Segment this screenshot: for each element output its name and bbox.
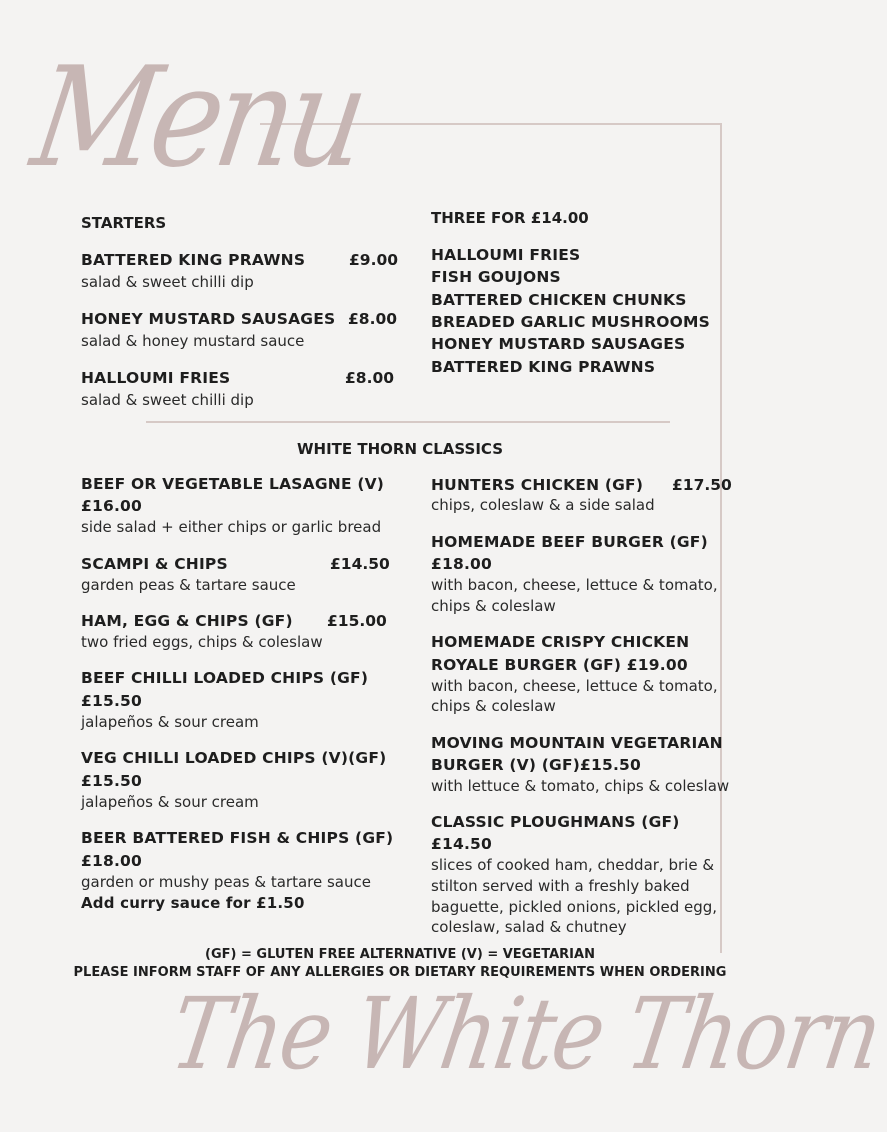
classic-description: chips & coleslaw (431, 697, 556, 715)
classic-description: jalapeños & sour cream (81, 713, 259, 731)
classic-price: £18.00 (81, 852, 143, 870)
classic-description: chips, coleslaw & a side salad (431, 496, 655, 514)
classic-description: stilton served with a freshly baked (431, 877, 690, 895)
classic-name: ROYALE BURGER (GF) £19.00 (431, 656, 688, 674)
classic-name: VEG CHILLI LOADED CHIPS (V)(GF) (81, 749, 387, 767)
classic-description: with bacon, cheese, lettuce & tomato, (431, 576, 718, 594)
classic-name: CLASSIC PLOUGHMANS (GF) (431, 813, 680, 831)
classic-name: HOMEMADE CRISPY CHICKEN (431, 633, 690, 651)
three-for-item: BATTERED KING PRAWNS (431, 358, 656, 376)
classic-price: £14.50 (330, 555, 390, 573)
three-for-item: BATTERED CHICKEN CHUNKS (431, 291, 687, 309)
classic-name: BURGER (V) (GF)£15.50 (431, 756, 642, 774)
classic-price: £17.50 (672, 476, 732, 494)
classic-description: garden or mushy peas & tartare sauce (81, 873, 371, 891)
three-for-heading: THREE FOR £14.00 (431, 209, 589, 227)
starter-name: HALLOUMI FRIES (81, 369, 231, 387)
classic-description: two fried eggs, chips & coleslaw (81, 633, 323, 651)
classic-description: with bacon, cheese, lettuce & tomato, (431, 677, 718, 695)
classic-name: MOVING MOUNTAIN VEGETARIAN (431, 734, 723, 752)
classic-price: £15.00 (327, 612, 387, 630)
classic-description: baguette, pickled onions, pickled egg, (431, 898, 718, 916)
curry-sauce-addon: Add curry sauce for £1.50 (81, 894, 305, 912)
section-divider (146, 421, 670, 423)
classic-name: HUNTERS CHICKEN (GF) (431, 476, 644, 494)
classic-name: BEEF CHILLI LOADED CHIPS (GF) (81, 669, 369, 687)
dietary-key-note: (GF) = GLUTEN FREE ALTERNATIVE (V) = VEGETARIAN (205, 947, 595, 962)
three-for-item: FISH GOUJONS (431, 268, 561, 286)
classic-price: £15.50 (81, 772, 143, 790)
classic-name: HAM, EGG & CHIPS (GF) (81, 612, 293, 630)
classics-heading: WHITE THORN CLASSICS (296, 440, 504, 458)
classic-name: HOMEMADE BEEF BURGER (GF) (431, 533, 708, 551)
starter-price: £8.00 (348, 310, 398, 328)
starters-heading: STARTERS (81, 214, 167, 232)
classic-name: BEER BATTERED FISH & CHIPS (GF) (81, 829, 394, 847)
classic-description: with lettuce & tomato, chips & coleslaw (431, 777, 730, 795)
starter-name: BATTERED KING PRAWNS (81, 251, 306, 269)
allergy-note: PLEASE INFORM STAFF OF ANY ALLERGIES OR DIETARY REQUIREMENTS WHEN ORDERING (73, 965, 727, 980)
classic-description: coleslaw, salad & chutney (431, 918, 627, 936)
classic-description: side salad + either chips or garlic bread (81, 518, 382, 536)
starter-price: £8.00 (345, 369, 395, 387)
classic-price: £18.00 (431, 555, 493, 573)
starter-description: salad & sweet chilli dip (81, 273, 254, 291)
classic-price: £14.50 (431, 835, 493, 853)
starter-price: £9.00 (349, 251, 399, 269)
classic-price: £15.50 (81, 692, 143, 710)
classic-description: slices of cooked ham, cheddar, brie & (431, 856, 715, 874)
frame-right-border (720, 123, 722, 953)
classic-name: SCAMPI & CHIPS (81, 555, 228, 573)
three-for-item: HONEY MUSTARD SAUSAGES (431, 335, 686, 353)
three-for-item: HALLOUMI FRIES (431, 246, 581, 264)
the-white-thorn-logo: The White Thorn (163, 976, 887, 1092)
classic-price: £16.00 (81, 497, 143, 515)
classic-description: jalapeños & sour cream (81, 793, 259, 811)
classic-name: BEEF OR VEGETABLE LASAGNE (V) (81, 475, 385, 493)
three-for-item: BREADED GARLIC MUSHROOMS (431, 313, 710, 331)
classic-description: garden peas & tartare sauce (81, 576, 296, 594)
menu-title: Menu (23, 38, 373, 199)
starter-name: HONEY MUSTARD SAUSAGES (81, 310, 336, 328)
classic-description: chips & coleslaw (431, 597, 556, 615)
starter-description: salad & honey mustard sauce (81, 332, 305, 350)
starter-description: salad & sweet chilli dip (81, 391, 254, 409)
